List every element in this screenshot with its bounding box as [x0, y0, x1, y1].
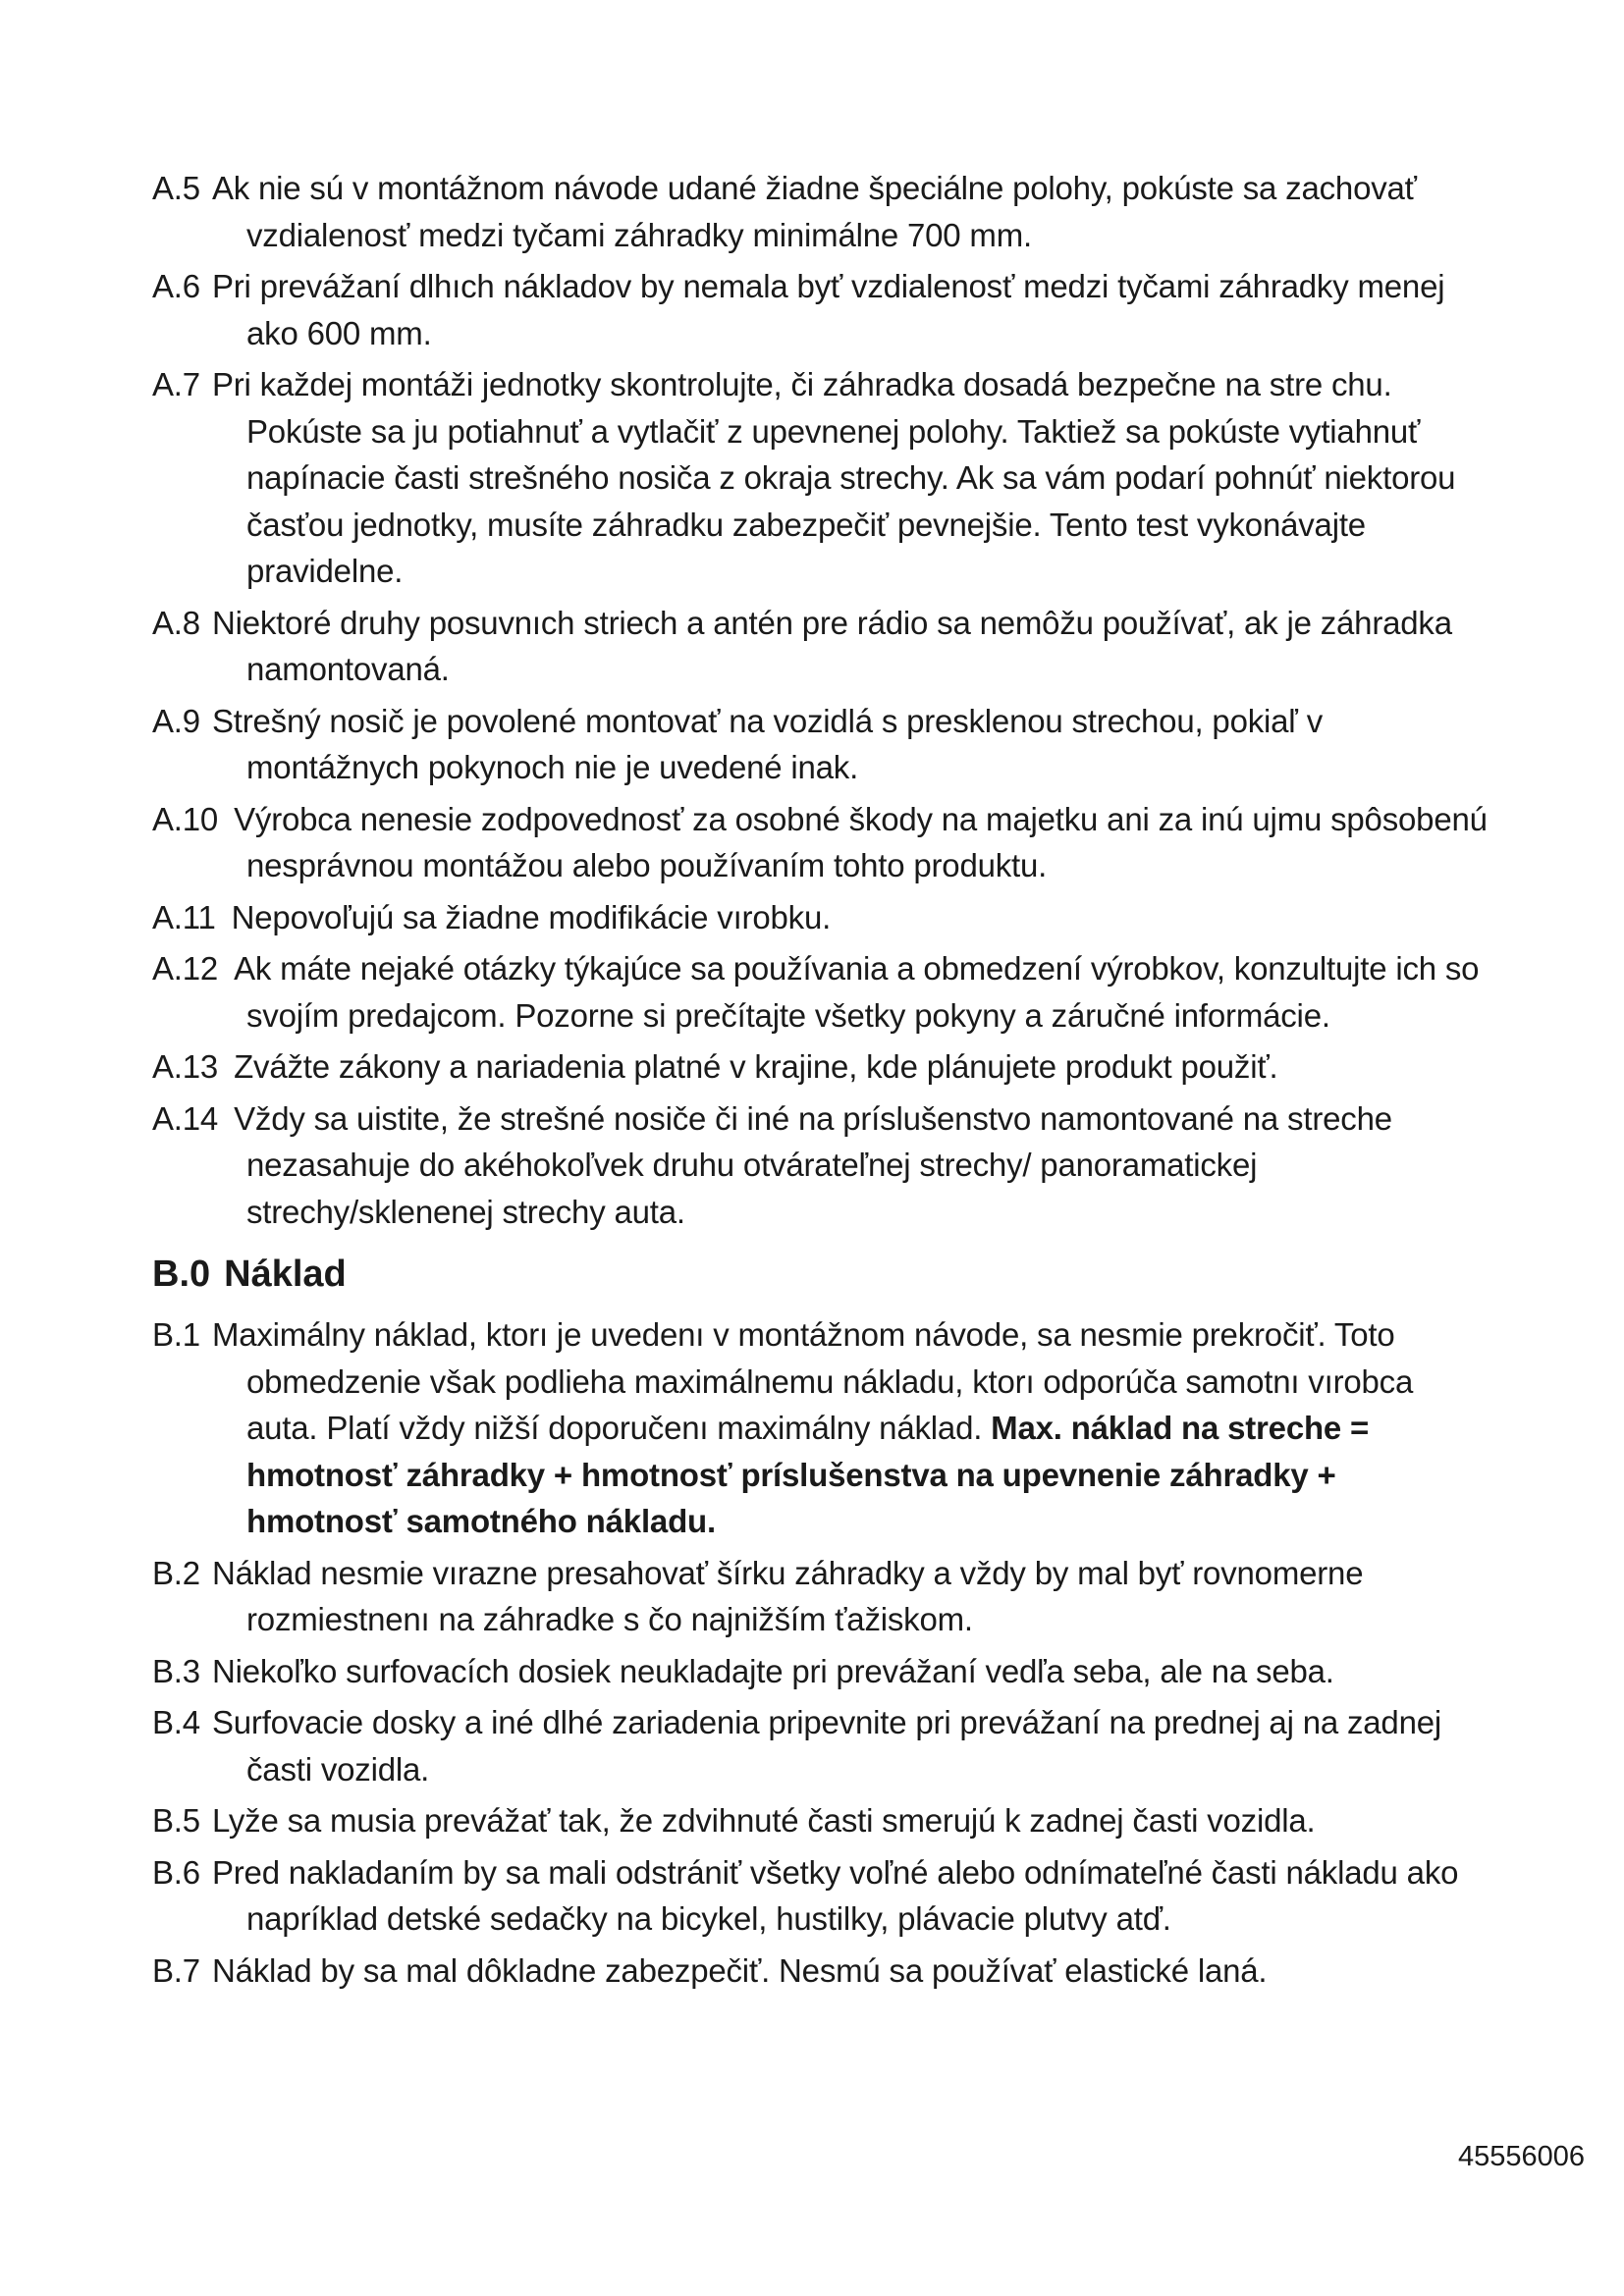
- item-number: A.5: [152, 170, 200, 206]
- section-title: Náklad: [224, 1254, 347, 1295]
- item-number: A.13: [152, 1048, 219, 1085]
- item-text: Surfovacie dosky a iné dlhé zariadenia pripevnite pri prevážaní na prednej aj na zadnej časti vozidla.: [211, 1704, 1442, 1788]
- item-number: A.12: [152, 950, 219, 987]
- item-text: Ak máte nejaké otázky týkajúce sa používania a obmedzení výrobkov, konzultujte ich so svojím predajcom. Pozorne si prečítajte všetky pokyny a záručné informácie.: [234, 950, 1480, 1034]
- list-item-a12: [152, 945, 1488, 1039]
- list-item-b1: [152, 1311, 1488, 1545]
- list-item-b4: [152, 1699, 1488, 1792]
- item-text: Niektoré druhy posuvnıch striech a antén pre rádio sa nemôžu používať, ak je záhradka namontovaná.: [211, 604, 1452, 687]
- list-item-a10: [152, 796, 1488, 889]
- item-text: Ak nie sú v montážnom návode udané žiadne špeciálne polohy, pokúste sa zachovať vzdialenosť medzi tyčami záhradky minimálne 700 mm.: [211, 170, 1417, 253]
- document-page: [152, 165, 1488, 1999]
- item-text: Pri prevážaní dlhıch nákladov by nemala byť vzdialenosť medzi tyčami záhradky menej ako 600 mm.: [211, 268, 1445, 351]
- item-text: Lyže sa musia prevážať tak, že zdvihnuté časti smerujú k zadnej časti vozidla.: [211, 1802, 1316, 1839]
- item-bold-text: Max. náklad na streche = hmotnosť záhradky + hmotnosť príslušenstva na upevnenie záhradky + hmotnosť samotného nákladu.: [246, 1410, 1370, 1539]
- list-item-a6: [152, 263, 1488, 356]
- item-text: Vždy sa uistite, že strešné nosiče či iné na príslušenstvo namontované na streche nezasahuje do akéhokoľvek druhu otvárateľnej strechy/ panoramatickej strechy/sklenenej strechy auta.: [234, 1099, 1392, 1230]
- item-text: Maximálny náklad, ktorı je uvedenı v montážnom návode, sa nesmie prekročiť. Toto obmedzenie však podlieha maximálnemu nákladu, ktorı odporúča samotnı vırobca auta. Platí vždy nižší doporučenı maximálny náklad.: [211, 1316, 1414, 1446]
- section-number: B.0: [152, 1254, 211, 1295]
- item-text: Zvážte zákony a nariadenia platné v krajine, kde plánujete produkt použiť.: [234, 1048, 1278, 1085]
- item-number: B.5: [152, 1802, 200, 1839]
- item-number: B.6: [152, 1853, 200, 1891]
- list-item-a5: [152, 165, 1488, 258]
- list-item-b5: [152, 1797, 1488, 1844]
- item-text: Výrobca nenesie zodpovednosť za osobné škody na majetku ani za inú ujmu spôsobenú nesprávnou montážou alebo používaním tohto produktu.: [234, 800, 1488, 883]
- item-number: A.14: [152, 1099, 219, 1137]
- item-number: B.4: [152, 1704, 200, 1740]
- list-item-a11: [152, 894, 1488, 941]
- list-item-a7: [152, 361, 1488, 595]
- item-number: A.10: [152, 800, 219, 837]
- item-number: A.6: [152, 268, 200, 304]
- item-text: Pred nakladaním by sa mali odstrániť všetky voľné alebo odnímateľné časti nákladu ako napríklad detské sedačky na bicykel, hustilky, plávacie plutvy atď.: [211, 1853, 1459, 1937]
- list-item-a13: [152, 1043, 1488, 1091]
- list-item-a14: [152, 1095, 1488, 1236]
- item-number: B.3: [152, 1652, 200, 1689]
- list-item-b6: [152, 1849, 1488, 1943]
- item-number: B.2: [152, 1554, 200, 1591]
- item-text: Nepovoľujú sa žiadne modifikácie vırobku.: [231, 898, 832, 935]
- item-number: A.9: [152, 702, 200, 739]
- list-item-b3: [152, 1648, 1488, 1695]
- section-b-list: [152, 1311, 1488, 1994]
- item-number: A.7: [152, 366, 200, 402]
- list-item-a9: [152, 698, 1488, 791]
- item-text: Náklad by sa mal dôkladne zabezpečiť. Nesmú sa používať elastické laná.: [211, 1951, 1268, 1989]
- section-heading: [152, 1249, 1488, 1300]
- item-number: B.1: [152, 1316, 200, 1353]
- item-text: Strešný nosič je povolené montovať na vozidlá s presklenou strechou, pokiaľ v montážnych pokynoch nie je uvedené inak.: [211, 702, 1323, 785]
- section-a-list: [152, 165, 1488, 1235]
- item-text: Náklad nesmie vırazne presahovať šírku záhradky a vždy by mal byť rovnomerne rozmiestnenı na záhradke s čo najnižším ťažiskom.: [211, 1554, 1364, 1637]
- item-text: Niekoľko surfovacích dosiek neukladajte pri prevážaní vedľa seba, ale na seba.: [211, 1652, 1334, 1689]
- item-number: A.11: [152, 898, 216, 935]
- list-item-b2: [152, 1550, 1488, 1643]
- document-code: 45556006: [1458, 2141, 1586, 2172]
- item-number: A.8: [152, 604, 200, 641]
- list-item-a8: [152, 600, 1488, 693]
- list-item-b7: [152, 1948, 1488, 1995]
- item-number: B.7: [152, 1951, 200, 1989]
- item-text: Pri každej montáži jednotky skontrolujte, či záhradka dosadá bezpečne na stre chu. Pokúste sa ju potiahnuť a vytlačiť z upevnenej polohy. Taktiež sa pokúste vytiahnuť napínacie časti strešného nosiča z okraja strechy. Ak sa vám podarí pohnúť niektorou časťou jednotky, musíte záhradku zabezpečiť pevnejšie. Tento test vykonávajte pravidelne.: [211, 366, 1456, 589]
